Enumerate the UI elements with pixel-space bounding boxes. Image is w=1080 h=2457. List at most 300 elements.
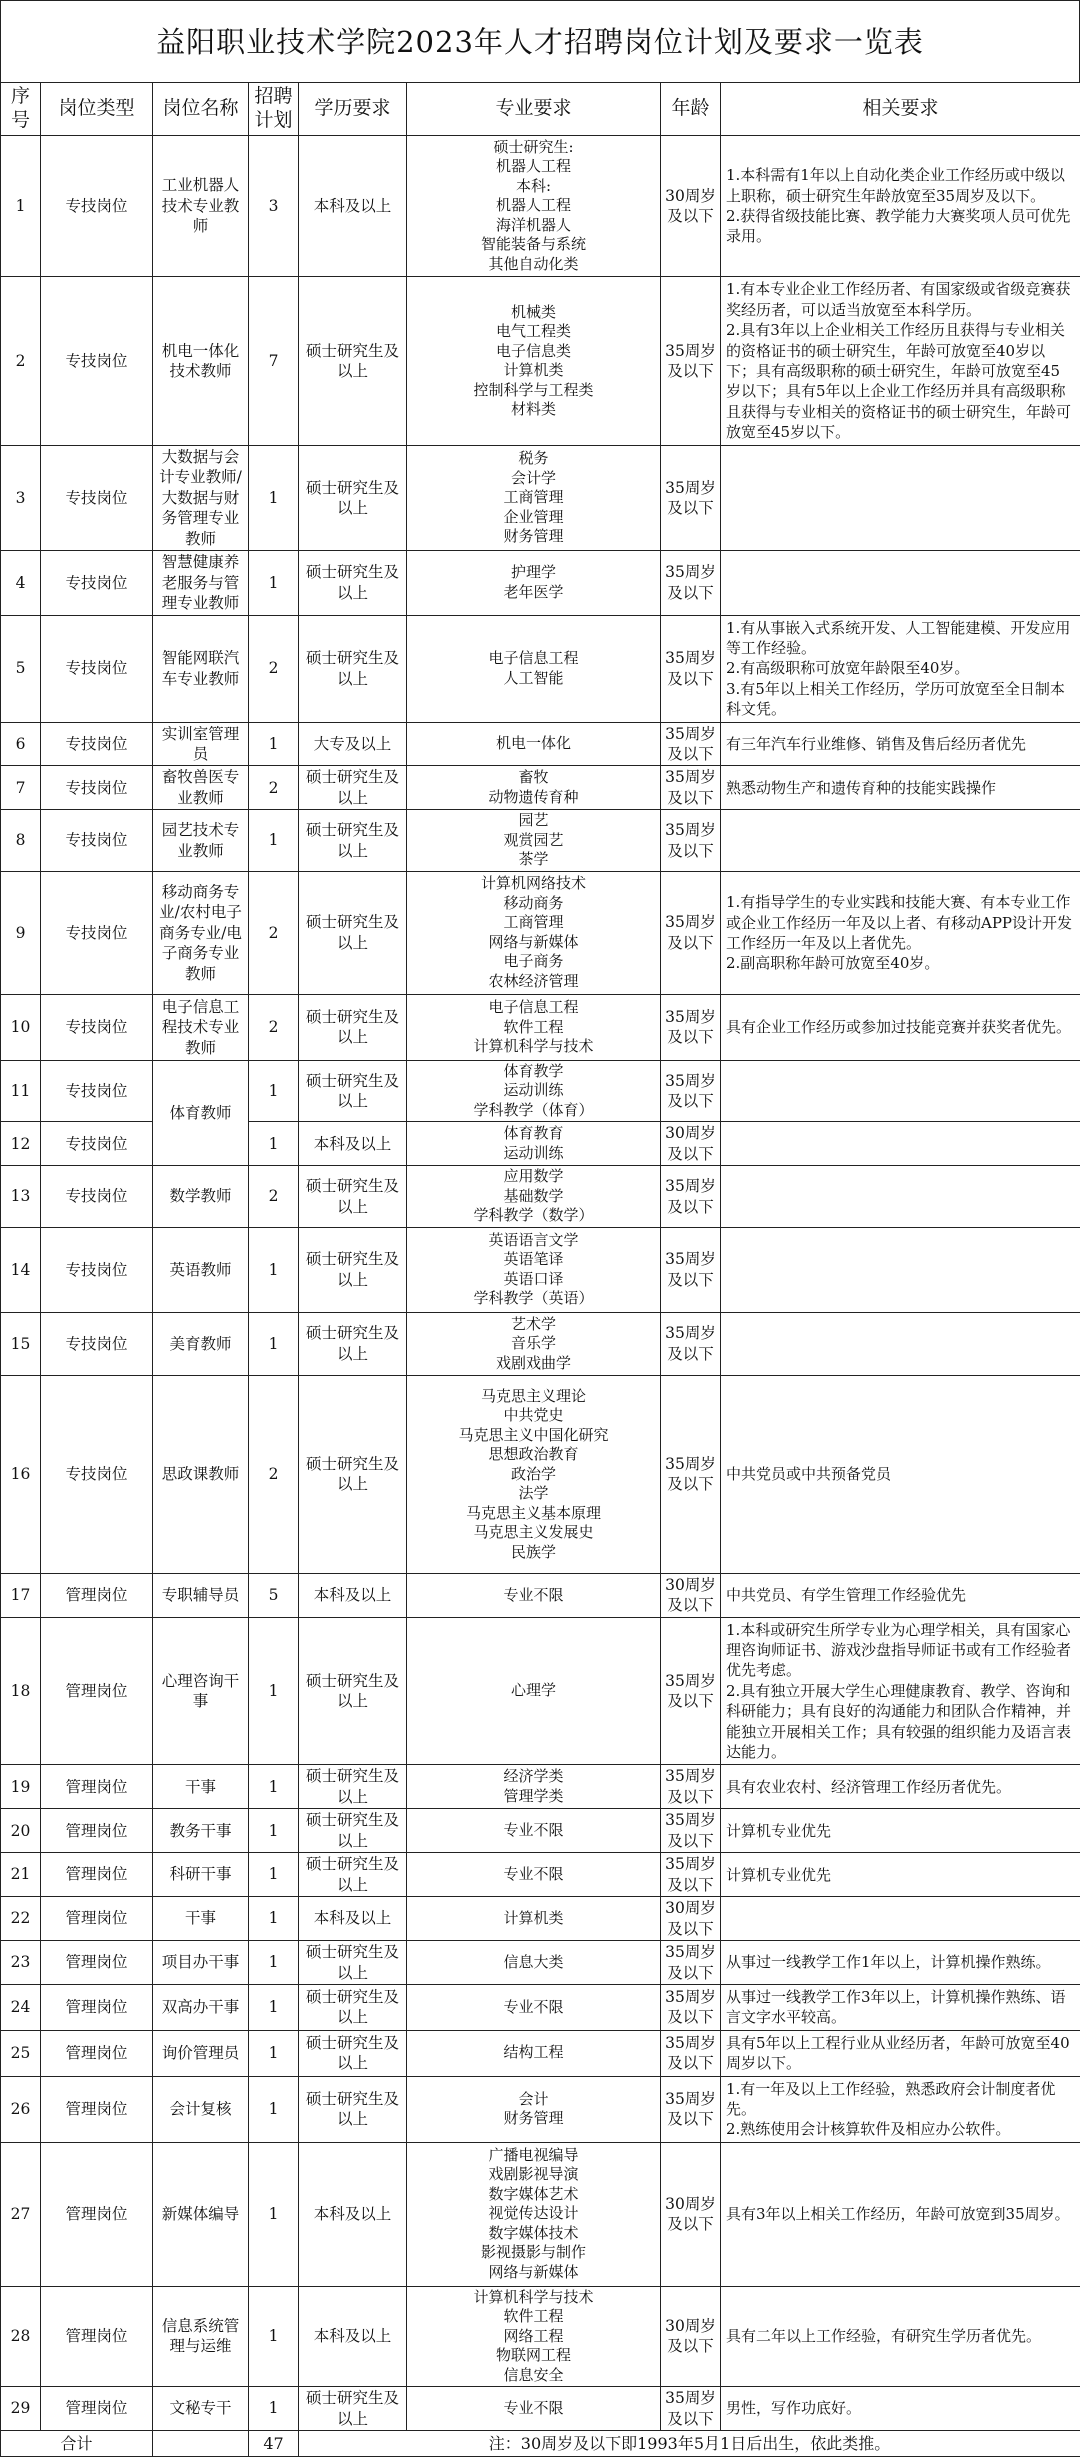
cell-major bbox=[407, 2076, 661, 2142]
cell-edu: 硕士研究生及以上 bbox=[299, 277, 407, 446]
cell-type: 专技岗位 bbox=[41, 136, 153, 277]
major-item: 护理学 bbox=[410, 563, 657, 583]
cell-name: 会计复核 bbox=[153, 2076, 249, 2142]
cell-major bbox=[407, 2030, 661, 2076]
major-item: 专业不限 bbox=[410, 1821, 657, 1841]
table-row bbox=[1, 810, 1080, 872]
cell-name: 新媒体编导 bbox=[153, 2142, 249, 2286]
recruitment-table bbox=[0, 82, 1080, 2457]
cell-name: 干事 bbox=[153, 1897, 249, 1941]
cell-no: 25 bbox=[1, 2030, 41, 2076]
column-header: 岗位类型 bbox=[41, 83, 153, 136]
cell-edu: 硕士研究生及以上 bbox=[299, 1617, 407, 1765]
table-row bbox=[1, 1984, 1080, 2030]
major-item: 财务管理 bbox=[410, 527, 657, 547]
cell-plan: 1 bbox=[249, 1941, 299, 1985]
cell-name: 数学教师 bbox=[153, 1166, 249, 1228]
cell-major bbox=[407, 1166, 661, 1228]
cell-no: 27 bbox=[1, 2142, 41, 2286]
cell-age: 30周岁及以下 bbox=[661, 1897, 721, 1941]
cell-no: 23 bbox=[1, 1941, 41, 1985]
cell-name: 信息系统管理与运维 bbox=[153, 2286, 249, 2387]
cell-type: 专技岗位 bbox=[41, 1227, 153, 1312]
cell-major bbox=[407, 722, 661, 766]
cell-plan: 1 bbox=[249, 2076, 299, 2142]
cell-plan: 1 bbox=[249, 446, 299, 551]
cell-edu: 本科及以上 bbox=[299, 136, 407, 277]
major-item: 英语笔译 bbox=[410, 1250, 657, 1270]
cell-name: 双高办干事 bbox=[153, 1984, 249, 2030]
cell-edu: 大专及以上 bbox=[299, 722, 407, 766]
major-item: 物联网工程 bbox=[410, 2346, 657, 2366]
cell-type: 专技岗位 bbox=[41, 1375, 153, 1573]
cell-no: 8 bbox=[1, 810, 41, 872]
cell-major bbox=[407, 1312, 661, 1375]
major-item: 工商管理 bbox=[410, 488, 657, 508]
cell-type: 管理岗位 bbox=[41, 1765, 153, 1809]
cell-type: 专技岗位 bbox=[41, 1122, 153, 1166]
major-item: 电子信息类 bbox=[410, 342, 657, 362]
cell-plan: 2 bbox=[249, 871, 299, 994]
cell-plan: 5 bbox=[249, 1573, 299, 1617]
major-item: 学科教学（数学） bbox=[410, 1206, 657, 1226]
major-item: 广播电视编导 bbox=[410, 2146, 657, 2166]
requirement-item: 1.有指导学生的专业实践和技能大赛、有本专业工作或企业工作经历一年及以上者、有移动APP设计开发工作经历一年及以上者优先。 bbox=[726, 892, 1075, 953]
cell-edu: 硕士研究生及以上 bbox=[299, 1312, 407, 1375]
major-item: 网络与新媒体 bbox=[410, 2263, 657, 2283]
cell-type: 管理岗位 bbox=[41, 2286, 153, 2387]
major-item: 英语口译 bbox=[410, 1270, 657, 1290]
major-item: 戏剧影视导演 bbox=[410, 2165, 657, 2185]
requirement-item: 具有5年以上工程行业从业经历者，年龄可放宽至40周岁以下。 bbox=[726, 2033, 1075, 2074]
table-row bbox=[1, 766, 1080, 810]
cell-age: 30周岁及以下 bbox=[661, 136, 721, 277]
cell-plan: 1 bbox=[249, 2387, 299, 2431]
cell-age: 30周岁及以下 bbox=[661, 2142, 721, 2286]
major-item: 人工智能 bbox=[410, 669, 657, 689]
cell-type: 管理岗位 bbox=[41, 2030, 153, 2076]
cell-type: 管理岗位 bbox=[41, 2387, 153, 2431]
cell-no: 3 bbox=[1, 446, 41, 551]
cell-name: 美育教师 bbox=[153, 1312, 249, 1375]
major-item: 机器人工程 bbox=[410, 157, 657, 177]
cell-name: 英语教师 bbox=[153, 1227, 249, 1312]
requirement-item: 2.副高职称年龄可放宽至40岁。 bbox=[726, 953, 1075, 973]
cell-name: 机电一体化技术教师 bbox=[153, 277, 249, 446]
major-item: 马克思主义发展史 bbox=[410, 1523, 657, 1543]
cell-requirements bbox=[721, 1617, 1080, 1765]
cell-requirements bbox=[721, 1897, 1080, 1941]
major-item: 电子信息工程 bbox=[410, 649, 657, 669]
cell-name: 智慧健康养老服务与管理专业教师 bbox=[153, 551, 249, 615]
cell-requirements bbox=[721, 2030, 1080, 2076]
cell-type: 专技岗位 bbox=[41, 615, 153, 722]
major-item: 软件工程 bbox=[410, 2307, 657, 2327]
cell-edu: 硕士研究生及以上 bbox=[299, 1941, 407, 1985]
major-item: 园艺 bbox=[410, 811, 657, 831]
cell-edu: 硕士研究生及以上 bbox=[299, 994, 407, 1060]
cell-name: 项目办干事 bbox=[153, 1941, 249, 1985]
cell-major bbox=[407, 810, 661, 872]
cell-no: 2 bbox=[1, 277, 41, 446]
cell-name: 园艺技术专业教师 bbox=[153, 810, 249, 872]
cell-major bbox=[407, 1984, 661, 2030]
cell-type: 专技岗位 bbox=[41, 810, 153, 872]
cell-age: 30周岁及以下 bbox=[661, 1122, 721, 1166]
major-item: 管理学类 bbox=[410, 1787, 657, 1807]
major-item: 应用数学 bbox=[410, 1167, 657, 1187]
cell-requirements bbox=[721, 722, 1080, 766]
cell-no: 1 bbox=[1, 136, 41, 277]
requirement-item: 1.本科或研究生所学专业为心理学相关，具有国家心理咨询师证书、游戏沙盘指导师证书或有工作经验者优先考虑。 bbox=[726, 1620, 1075, 1681]
cell-type: 专技岗位 bbox=[41, 722, 153, 766]
cell-no: 16 bbox=[1, 1375, 41, 1573]
requirement-item: 2.获得省级技能比赛、教学能力大赛奖项人员可优先录用。 bbox=[726, 206, 1075, 247]
cell-plan: 1 bbox=[249, 2142, 299, 2286]
table-row bbox=[1, 2286, 1080, 2387]
cell-requirements bbox=[721, 2142, 1080, 2286]
cell-no: 5 bbox=[1, 615, 41, 722]
table-row bbox=[1, 615, 1080, 722]
requirement-item: 2.有高级职称可放宽年龄限至40岁。 bbox=[726, 658, 1075, 678]
cell-edu: 硕士研究生及以上 bbox=[299, 1809, 407, 1853]
major-item: 视觉传达设计 bbox=[410, 2204, 657, 2224]
requirement-item: 具有农业农村、经济管理工作经历者优先。 bbox=[726, 1777, 1075, 1797]
cell-major bbox=[407, 2142, 661, 2286]
cell-plan: 1 bbox=[249, 2030, 299, 2076]
cell-plan: 2 bbox=[249, 615, 299, 722]
cell-age: 35周岁及以下 bbox=[661, 810, 721, 872]
cell-plan: 1 bbox=[249, 1617, 299, 1765]
major-item: 马克思主义理论 bbox=[410, 1387, 657, 1407]
cell-major bbox=[407, 871, 661, 994]
cell-major bbox=[407, 1809, 661, 1853]
cell-requirements bbox=[721, 994, 1080, 1060]
table-row bbox=[1, 2076, 1080, 2142]
total-count: 47 bbox=[249, 2431, 299, 2457]
major-item: 数字媒体艺术 bbox=[410, 2185, 657, 2205]
major-item: 软件工程 bbox=[410, 1018, 657, 1038]
cell-no: 28 bbox=[1, 2286, 41, 2387]
cell-no: 26 bbox=[1, 2076, 41, 2142]
major-item: 材料类 bbox=[410, 400, 657, 420]
major-item: 税务 bbox=[410, 449, 657, 469]
cell-no: 17 bbox=[1, 1573, 41, 1617]
cell-major bbox=[407, 615, 661, 722]
cell-requirements bbox=[721, 1941, 1080, 1985]
major-item: 马克思主义基本原理 bbox=[410, 1504, 657, 1524]
table-footer bbox=[1, 2431, 1080, 2457]
cell-edu: 硕士研究生及以上 bbox=[299, 1375, 407, 1573]
major-item: 智能装备与系统 bbox=[410, 235, 657, 255]
major-item: 法学 bbox=[410, 1484, 657, 1504]
major-item: 财务管理 bbox=[410, 2109, 657, 2129]
cell-requirements bbox=[721, 1984, 1080, 2030]
requirement-item: 1.有从事嵌入式系统开发、人工智能建模、开发应用等工作经验。 bbox=[726, 618, 1075, 659]
major-item: 计算机科学与技术 bbox=[410, 2288, 657, 2308]
cell-no: 24 bbox=[1, 1984, 41, 2030]
cell-type: 专技岗位 bbox=[41, 446, 153, 551]
cell-major bbox=[407, 1573, 661, 1617]
major-item: 机械类 bbox=[410, 303, 657, 323]
major-item: 影视摄影与制作 bbox=[410, 2243, 657, 2263]
table-header bbox=[1, 83, 1080, 136]
cell-age: 35周岁及以下 bbox=[661, 2387, 721, 2431]
cell-no: 7 bbox=[1, 766, 41, 810]
table-row bbox=[1, 1227, 1080, 1312]
requirement-item: 熟悉动物生产和遗传育种的技能实践操作 bbox=[726, 778, 1075, 798]
cell-plan: 1 bbox=[249, 810, 299, 872]
requirement-item: 具有二年以上工作经验，有研究生学历者优先。 bbox=[726, 2326, 1075, 2346]
major-item: 观赏园艺 bbox=[410, 831, 657, 851]
cell-requirements bbox=[721, 1765, 1080, 1809]
cell-name: 畜牧兽医专业教师 bbox=[153, 766, 249, 810]
table-row bbox=[1, 2030, 1080, 2076]
major-item: 计算机类 bbox=[410, 361, 657, 381]
cell-edu: 硕士研究生及以上 bbox=[299, 1166, 407, 1228]
cell-age: 35周岁及以下 bbox=[661, 1617, 721, 1765]
table-row bbox=[1, 1853, 1080, 1897]
cell-requirements bbox=[721, 766, 1080, 810]
cell-edu: 硕士研究生及以上 bbox=[299, 2030, 407, 2076]
cell-edu: 硕士研究生及以上 bbox=[299, 810, 407, 872]
major-item: 控制科学与工程类 bbox=[410, 381, 657, 401]
table-row bbox=[1, 1897, 1080, 1941]
major-item: 其他自动化类 bbox=[410, 255, 657, 275]
cell-requirements bbox=[721, 1573, 1080, 1617]
cell-edu: 硕士研究生及以上 bbox=[299, 1060, 407, 1122]
cell-requirements bbox=[721, 1122, 1080, 1166]
cell-edu: 硕士研究生及以上 bbox=[299, 446, 407, 551]
cell-plan: 1 bbox=[249, 1853, 299, 1897]
cell-requirements bbox=[721, 1060, 1080, 1122]
cell-plan: 1 bbox=[249, 1809, 299, 1853]
cell-age: 35周岁及以下 bbox=[661, 1060, 721, 1122]
column-header: 专业要求 bbox=[407, 83, 661, 136]
cell-name: 工业机器人技术专业教师 bbox=[153, 136, 249, 277]
cell-requirements bbox=[721, 446, 1080, 551]
major-item: 思想政治教育 bbox=[410, 1445, 657, 1465]
cell-age: 35周岁及以下 bbox=[661, 1227, 721, 1312]
major-item: 戏剧戏曲学 bbox=[410, 1354, 657, 1374]
cell-plan: 3 bbox=[249, 136, 299, 277]
table-row bbox=[1, 1375, 1080, 1573]
cell-no: 6 bbox=[1, 722, 41, 766]
cell-type: 专技岗位 bbox=[41, 994, 153, 1060]
cell-no: 20 bbox=[1, 1809, 41, 1853]
cell-plan: 1 bbox=[249, 551, 299, 615]
major-item: 学科教学（英语） bbox=[410, 1289, 657, 1309]
requirement-item: 男性，写作功底好。 bbox=[726, 2398, 1075, 2418]
major-item: 基础数学 bbox=[410, 1187, 657, 1207]
cell-name: 询价管理员 bbox=[153, 2030, 249, 2076]
major-item: 学科教学（体育） bbox=[410, 1101, 657, 1121]
cell-age: 35周岁及以下 bbox=[661, 766, 721, 810]
cell-major bbox=[407, 766, 661, 810]
requirement-item: 2.熟练使用会计核算软件及相应办公软件。 bbox=[726, 2119, 1075, 2139]
major-item: 网络工程 bbox=[410, 2327, 657, 2347]
major-item: 会计学 bbox=[410, 469, 657, 489]
cell-major bbox=[407, 1765, 661, 1809]
requirement-item: 2.具有3年以上企业相关工作经历且获得与专业相关的资格证书的硕士研究生，年龄可放宽至40岁以下；具有高级职称的硕士研究生，年龄可放宽至45岁以下；具有5年以上企业工作经历并具有高级职称且获得与专业相关的资格证书的硕士研究生，年龄可放宽至45岁以下。 bbox=[726, 320, 1075, 442]
cell-no: 29 bbox=[1, 2387, 41, 2431]
major-item: 专业不限 bbox=[410, 2399, 657, 2419]
major-item: 农林经济管理 bbox=[410, 972, 657, 992]
cell-type: 专技岗位 bbox=[41, 1166, 153, 1228]
major-item: 音乐学 bbox=[410, 1334, 657, 1354]
major-item: 电气工程类 bbox=[410, 322, 657, 342]
requirement-item: 计算机专业优先 bbox=[726, 1865, 1075, 1885]
cell-major bbox=[407, 2387, 661, 2431]
cell-major bbox=[407, 136, 661, 277]
cell-requirements bbox=[721, 2076, 1080, 2142]
cell-plan: 1 bbox=[249, 1122, 299, 1166]
cell-age: 35周岁及以下 bbox=[661, 1941, 721, 1985]
cell-age: 30周岁及以下 bbox=[661, 1573, 721, 1617]
major-item: 信息大类 bbox=[410, 1953, 657, 1973]
cell-age: 35周岁及以下 bbox=[661, 1853, 721, 1897]
major-item: 茶学 bbox=[410, 850, 657, 870]
cell-plan: 1 bbox=[249, 1984, 299, 2030]
cell-no: 9 bbox=[1, 871, 41, 994]
major-item: 运动训练 bbox=[410, 1144, 657, 1164]
major-item: 网络与新媒体 bbox=[410, 933, 657, 953]
cell-type: 管理岗位 bbox=[41, 1853, 153, 1897]
cell-age: 35周岁及以下 bbox=[661, 551, 721, 615]
cell-age: 35周岁及以下 bbox=[661, 1984, 721, 2030]
major-item: 电子商务 bbox=[410, 952, 657, 972]
column-header: 相关要求 bbox=[721, 83, 1080, 136]
cell-name: 智能网联汽车专业教师 bbox=[153, 615, 249, 722]
cell-requirements bbox=[721, 810, 1080, 872]
cell-edu: 硕士研究生及以上 bbox=[299, 1227, 407, 1312]
cell-major bbox=[407, 2286, 661, 2387]
major-item: 经济学类 bbox=[410, 1767, 657, 1787]
table-row bbox=[1, 1573, 1080, 1617]
major-item: 民族学 bbox=[410, 1543, 657, 1563]
cell-name: 电子信息工程技术专业教师 bbox=[153, 994, 249, 1060]
major-item: 硕士研究生: bbox=[410, 138, 657, 158]
cell-plan: 2 bbox=[249, 994, 299, 1060]
requirement-item: 3.有5年以上相关工作经历，学历可放宽至全日制本科文凭。 bbox=[726, 679, 1075, 720]
table-row bbox=[1, 1765, 1080, 1809]
cell-name: 教务干事 bbox=[153, 1809, 249, 1853]
cell-edu: 硕士研究生及以上 bbox=[299, 1984, 407, 2030]
major-item: 会计 bbox=[410, 2090, 657, 2110]
major-item: 畜牧 bbox=[410, 768, 657, 788]
cell-edu: 硕士研究生及以上 bbox=[299, 766, 407, 810]
requirement-item: 具有企业工作经历或参加过技能竞赛并获奖者优先。 bbox=[726, 1017, 1075, 1037]
column-header: 年龄 bbox=[661, 83, 721, 136]
major-item: 马克思主义中国化研究 bbox=[410, 1426, 657, 1446]
major-item: 计算机类 bbox=[410, 1909, 657, 1929]
footer-note: 注：30周岁及以下即1993年5月1日后出生，依此类推。 bbox=[299, 2431, 1080, 2457]
cell-type: 管理岗位 bbox=[41, 2142, 153, 2286]
cell-edu: 本科及以上 bbox=[299, 1897, 407, 1941]
requirement-item: 2.具有独立开展大学生心理健康教育、教学、咨询和科研能力；具有良好的沟通能力和团队合作精神，并能独立开展相关工作；具有较强的组织能力及语言表达能力。 bbox=[726, 1681, 1075, 1763]
table-row bbox=[1, 1166, 1080, 1228]
major-item: 计算机科学与技术 bbox=[410, 1037, 657, 1057]
column-header: 学历要求 bbox=[299, 83, 407, 136]
requirement-item: 具有3年以上相关工作经历，年龄可放宽到35周岁。 bbox=[726, 2204, 1075, 2224]
major-item: 专业不限 bbox=[410, 1865, 657, 1885]
requirement-item: 1.有本专业企业工作经历者、有国家级或省级竞赛获奖经历者，可以适当放宽至本科学历。 bbox=[726, 279, 1075, 320]
table-row bbox=[1, 2387, 1080, 2431]
cell-name: 思政课教师 bbox=[153, 1375, 249, 1573]
cell-no: 15 bbox=[1, 1312, 41, 1375]
cell-major bbox=[407, 277, 661, 446]
cell-requirements bbox=[721, 1227, 1080, 1312]
major-item: 心理学 bbox=[410, 1681, 657, 1701]
cell-age: 35周岁及以下 bbox=[661, 446, 721, 551]
major-item: 结构工程 bbox=[410, 2043, 657, 2063]
cell-type: 管理岗位 bbox=[41, 1617, 153, 1765]
major-item: 海洋机器人 bbox=[410, 216, 657, 236]
cell-name: 专职辅导员 bbox=[153, 1573, 249, 1617]
cell-no: 13 bbox=[1, 1166, 41, 1228]
cell-requirements bbox=[721, 615, 1080, 722]
major-item: 动物遗传育种 bbox=[410, 788, 657, 808]
cell-edu: 硕士研究生及以上 bbox=[299, 2076, 407, 2142]
cell-major bbox=[407, 446, 661, 551]
cell-plan: 2 bbox=[249, 766, 299, 810]
table-row bbox=[1, 277, 1080, 446]
cell-major bbox=[407, 1617, 661, 1765]
table-row bbox=[1, 1312, 1080, 1375]
cell-type: 管理岗位 bbox=[41, 1984, 153, 2030]
cell-major bbox=[407, 1122, 661, 1166]
cell-name: 科研干事 bbox=[153, 1853, 249, 1897]
major-item: 运动训练 bbox=[410, 1081, 657, 1101]
requirement-item: 中共党员或中共预备党员 bbox=[726, 1464, 1075, 1484]
table-row bbox=[1, 2142, 1080, 2286]
cell-type: 管理岗位 bbox=[41, 1573, 153, 1617]
cell-plan: 1 bbox=[249, 2286, 299, 2387]
cell-age: 35周岁及以下 bbox=[661, 1166, 721, 1228]
cell-major bbox=[407, 1897, 661, 1941]
cell-no: 4 bbox=[1, 551, 41, 615]
cell-plan: 1 bbox=[249, 1312, 299, 1375]
cell-plan: 2 bbox=[249, 1166, 299, 1228]
cell-plan: 1 bbox=[249, 1765, 299, 1809]
requirement-item: 1.本科需有1年以上自动化类企业工作经历或中级以上职称，硕士研究生年龄放宽至35周岁及以下。 bbox=[726, 165, 1075, 206]
cell-type: 专技岗位 bbox=[41, 1312, 153, 1375]
cell-requirements bbox=[721, 2286, 1080, 2387]
major-item: 机器人工程 bbox=[410, 196, 657, 216]
cell-requirements bbox=[721, 551, 1080, 615]
table-row bbox=[1, 136, 1080, 277]
major-item: 中共党史 bbox=[410, 1406, 657, 1426]
cell-plan: 1 bbox=[249, 1227, 299, 1312]
cell-plan: 7 bbox=[249, 277, 299, 446]
table-row bbox=[1, 722, 1080, 766]
major-item: 体育教学 bbox=[410, 1062, 657, 1082]
major-item: 信息安全 bbox=[410, 2366, 657, 2386]
major-item: 计算机网络技术 bbox=[410, 874, 657, 894]
cell-age: 35周岁及以下 bbox=[661, 722, 721, 766]
cell-requirements bbox=[721, 1312, 1080, 1375]
cell-plan: 2 bbox=[249, 1375, 299, 1573]
cell-no: 12 bbox=[1, 1122, 41, 1166]
major-item: 政治学 bbox=[410, 1465, 657, 1485]
cell-age: 30周岁及以下 bbox=[661, 2286, 721, 2387]
requirement-item: 中共党员、有学生管理工作经验优先 bbox=[726, 1585, 1075, 1605]
cell-type: 管理岗位 bbox=[41, 1897, 153, 1941]
table-row bbox=[1, 551, 1080, 615]
cell-no: 14 bbox=[1, 1227, 41, 1312]
cell-major bbox=[407, 994, 661, 1060]
cell-edu: 硕士研究生及以上 bbox=[299, 871, 407, 994]
